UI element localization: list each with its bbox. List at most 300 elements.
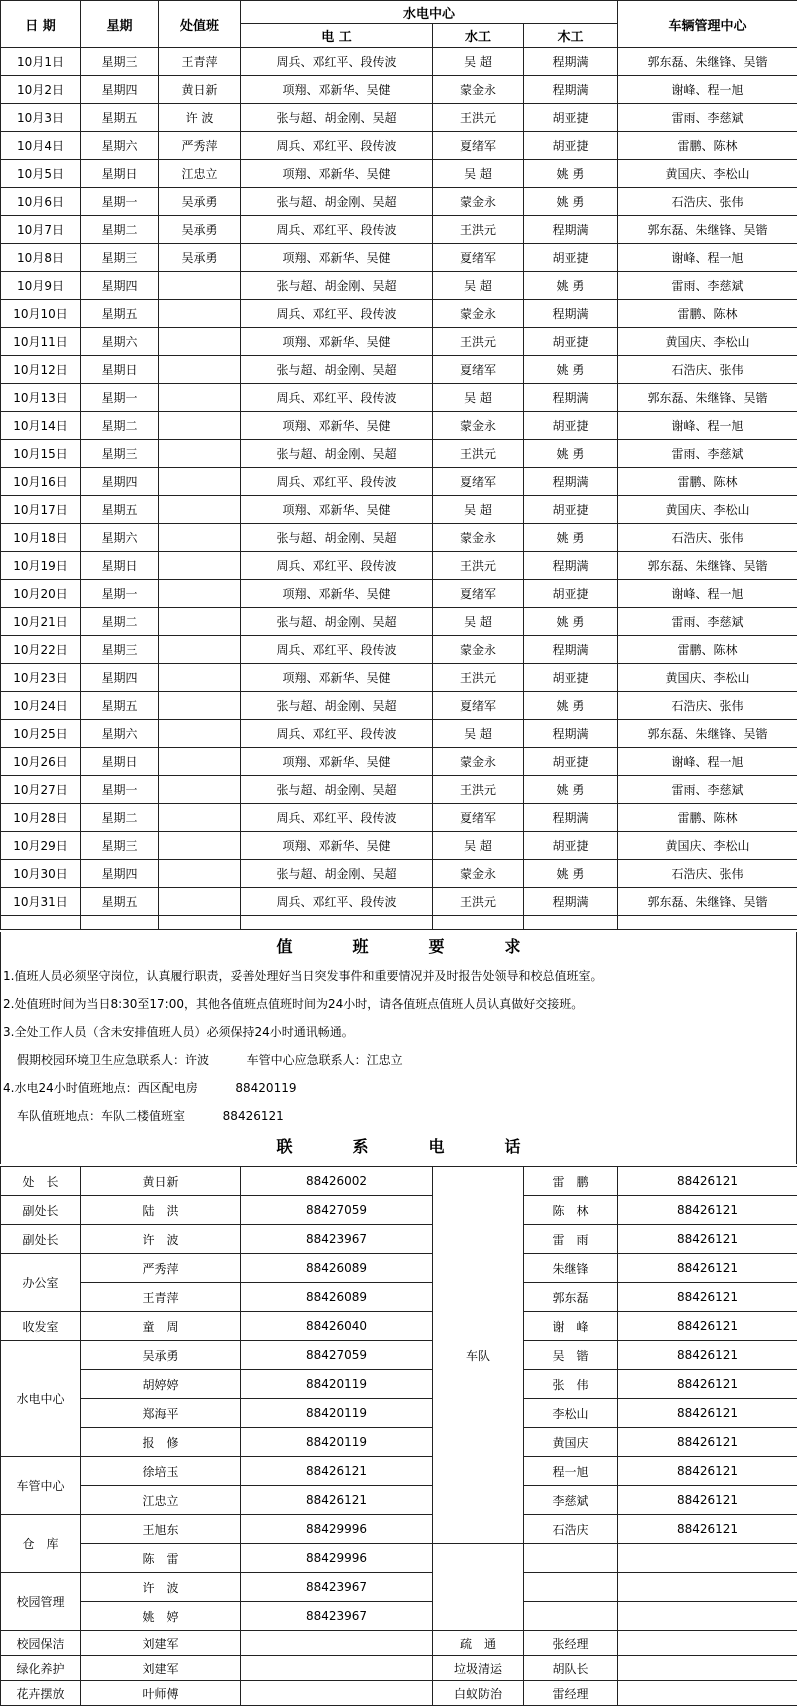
- schedule-plumber: 蒙金永: [433, 188, 524, 216]
- contact-department: 副处长: [1, 1196, 81, 1225]
- schedule-carpenter: 姚 勇: [524, 776, 618, 804]
- schedule-carpenter: 姚 勇: [524, 440, 618, 468]
- schedule-date: 10月7日: [1, 216, 81, 244]
- contact-row: [1, 1428, 797, 1457]
- schedule-plumber: 夏绪军: [433, 468, 524, 496]
- schedule-row: [1, 188, 797, 216]
- contact-row: [1, 1225, 797, 1254]
- schedule-carpenter: 程期满: [524, 216, 618, 244]
- team-duty-phone: 88426121: [222, 1109, 284, 1123]
- schedule-date: 10月12日: [1, 356, 81, 384]
- schedule-vehicle-staff: 黄国庆、李松山: [618, 496, 797, 524]
- contact-name: 陆 洪: [81, 1196, 241, 1225]
- schedule-weekday: 星期三: [81, 48, 159, 76]
- schedule-electricians: 周兵、邓红平、段传波: [241, 720, 433, 748]
- schedule-carpenter: 胡亚捷: [524, 104, 618, 132]
- contact-name: 姚 婷: [81, 1602, 241, 1631]
- fleet-member-name: 郭东磊: [524, 1283, 618, 1312]
- schedule-office-duty: [159, 888, 241, 916]
- schedule-vehicle-staff: 雷雨、李慈斌: [618, 776, 797, 804]
- schedule-vehicle-staff: 郭东磊、朱继锋、吴锴: [618, 384, 797, 412]
- schedule-plumber: 王洪元: [433, 104, 524, 132]
- fleet-member-phone: 88426121: [618, 1486, 797, 1515]
- requirements-title: 值班要求: [276, 937, 581, 956]
- contact-row: [1, 1254, 797, 1283]
- schedule-date: 10月20日: [1, 580, 81, 608]
- schedule-electricians: 张与超、胡金刚、吴超: [241, 272, 433, 300]
- schedule-carpenter: 姚 勇: [524, 524, 618, 552]
- schedule-row: [1, 608, 797, 636]
- schedule-weekday: 星期五: [81, 496, 159, 524]
- schedule-electricians: 张与超、胡金刚、吴超: [241, 860, 433, 888]
- schedule-electricians: 项翔、邓新华、吴健: [241, 580, 433, 608]
- schedule-electricians: 张与超、胡金刚、吴超: [241, 440, 433, 468]
- contact-row: [1, 1544, 797, 1573]
- schedule-carpenter: 胡亚捷: [524, 244, 618, 272]
- fleet-member-name: 陈 林: [524, 1196, 618, 1225]
- vehicle-emergency-contact: 车管中心应急联系人：江忠立: [246, 1053, 403, 1067]
- blank-cell: [618, 1573, 797, 1602]
- schedule-electricians: 周兵、邓红平、段传波: [241, 552, 433, 580]
- service-task: 校园保洁: [1, 1631, 81, 1656]
- schedule-carpenter: 程期满: [524, 76, 618, 104]
- schedule-weekday: 星期四: [81, 468, 159, 496]
- schedule-weekday: 星期四: [81, 76, 159, 104]
- schedule-vehicle-staff: 谢峰、程一旭: [618, 580, 797, 608]
- blank-cell: [618, 1602, 797, 1631]
- schedule-office-duty: 王青萍: [159, 48, 241, 76]
- schedule-office-duty: [159, 440, 241, 468]
- schedule-date: 10月17日: [1, 496, 81, 524]
- schedule-carpenter: 姚 勇: [524, 160, 618, 188]
- schedule-carpenter: 胡亚捷: [524, 132, 618, 160]
- schedule-carpenter: 胡亚捷: [524, 832, 618, 860]
- contact-name: 许 波: [81, 1573, 241, 1602]
- contact-department: 收发室: [1, 1312, 81, 1341]
- schedule-weekday: 星期四: [81, 860, 159, 888]
- schedule-weekday: 星期一: [81, 580, 159, 608]
- contact-name: 江忠立: [81, 1486, 241, 1515]
- contact-department: 仓 库: [1, 1515, 81, 1573]
- schedule-date: 10月19日: [1, 552, 81, 580]
- schedule-plumber: 蒙金永: [433, 300, 524, 328]
- schedule-vehicle-staff: 郭东磊、朱继锋、吴锴: [618, 888, 797, 916]
- service-task: 垃圾清运: [433, 1656, 524, 1681]
- schedule-date: 10月13日: [1, 384, 81, 412]
- schedule-plumber: 夏绪军: [433, 692, 524, 720]
- contact-name: 王旭东: [81, 1515, 241, 1544]
- schedule-date: 10月8日: [1, 244, 81, 272]
- schedule-date: 10月23日: [1, 664, 81, 692]
- schedule-vehicle-staff: 石浩庆、张伟: [618, 860, 797, 888]
- schedule-plumber: 吴 超: [433, 720, 524, 748]
- schedule-vehicle-staff: 郭东磊、朱继锋、吴锴: [618, 216, 797, 244]
- service-person: 张经理: [524, 1631, 618, 1656]
- contact-row: [1, 1486, 797, 1515]
- schedule-weekday: 星期二: [81, 412, 159, 440]
- schedule-vehicle-staff: 谢峰、程一旭: [618, 748, 797, 776]
- schedule-electricians: 张与超、胡金刚、吴超: [241, 608, 433, 636]
- contact-row: [1, 1312, 797, 1341]
- header-electrician: 电 工: [241, 24, 433, 48]
- fleet-label: 车队: [433, 1167, 524, 1544]
- contact-phone: 88426121: [241, 1457, 433, 1486]
- schedule-carpenter: 程期满: [524, 804, 618, 832]
- schedule-vehicle-staff: 雷鹏、陈林: [618, 804, 797, 832]
- schedule-date: 10月6日: [1, 188, 81, 216]
- contact-phone: 88426089: [241, 1254, 433, 1283]
- schedule-weekday: 星期日: [81, 552, 159, 580]
- header-weekday: 星期: [81, 1, 159, 48]
- contact-name: 严秀萍: [81, 1254, 241, 1283]
- contact-phone: 88420119: [241, 1370, 433, 1399]
- fleet-member-name: 雷 雨: [524, 1225, 618, 1254]
- requirement-3: 3.全处工作人员（含未安排值班人员）必须保持24小时通讯畅通。: [3, 1025, 354, 1039]
- schedule-plumber: 夏绪军: [433, 132, 524, 160]
- schedule-row: [1, 244, 797, 272]
- schedule-row: [1, 664, 797, 692]
- schedule-carpenter: 姚 勇: [524, 692, 618, 720]
- schedule-row: [1, 804, 797, 832]
- schedule-vehicle-staff: 郭东磊、朱继锋、吴锴: [618, 552, 797, 580]
- schedule-weekday: 星期三: [81, 244, 159, 272]
- blank-cell: [618, 1681, 797, 1706]
- service-row: [1, 1631, 797, 1656]
- blank-cell: [618, 1656, 797, 1681]
- schedule-electricians: 周兵、邓红平、段传波: [241, 804, 433, 832]
- contact-name: 童 周: [81, 1312, 241, 1341]
- fleet-member-name: 李慈斌: [524, 1486, 618, 1515]
- contact-phone: 88420119: [241, 1399, 433, 1428]
- schedule-weekday: 星期三: [81, 832, 159, 860]
- team-duty-location: 车队值班地点：车队二楼值班室: [17, 1109, 186, 1123]
- schedule-office-duty: [159, 832, 241, 860]
- schedule-date: 10月18日: [1, 524, 81, 552]
- schedule-date: 10月4日: [1, 132, 81, 160]
- schedule-date: 10月31日: [1, 888, 81, 916]
- schedule-row: [1, 776, 797, 804]
- contact-phone: 88426089: [241, 1283, 433, 1312]
- schedule-row: [1, 216, 797, 244]
- schedule-office-duty: [159, 860, 241, 888]
- schedule-vehicle-staff: 雷鹏、陈林: [618, 468, 797, 496]
- schedule-plumber: 蒙金永: [433, 76, 524, 104]
- schedule-electricians: 周兵、邓红平、段传波: [241, 468, 433, 496]
- schedule-row: [1, 748, 797, 776]
- service-task: 白蚁防治: [433, 1681, 524, 1706]
- contact-phone: 88429996: [241, 1544, 433, 1573]
- schedule-office-duty: 严秀萍: [159, 132, 241, 160]
- schedule-carpenter: 胡亚捷: [524, 496, 618, 524]
- schedule-row: [1, 692, 797, 720]
- contact-name: 胡婷婷: [81, 1370, 241, 1399]
- blank-cell: [618, 1544, 797, 1573]
- schedule-date: 10月22日: [1, 636, 81, 664]
- schedule-plumber: 蒙金永: [433, 860, 524, 888]
- schedule-plumber: 蒙金永: [433, 636, 524, 664]
- schedule-date: 10月25日: [1, 720, 81, 748]
- schedule-weekday: 星期日: [81, 356, 159, 384]
- schedule-electricians: 张与超、胡金刚、吴超: [241, 188, 433, 216]
- schedule-weekday: 星期三: [81, 440, 159, 468]
- schedule-electricians: 周兵、邓红平、段传波: [241, 300, 433, 328]
- schedule-weekday: 星期六: [81, 720, 159, 748]
- fleet-member-name: 朱继锋: [524, 1254, 618, 1283]
- schedule-office-duty: 吴承勇: [159, 216, 241, 244]
- service-person: 雷经理: [524, 1681, 618, 1706]
- blank-cell: [524, 1602, 618, 1631]
- blank-cell: [81, 916, 159, 930]
- fleet-member-name: 程一旭: [524, 1457, 618, 1486]
- schedule-electricians: 张与超、胡金刚、吴超: [241, 524, 433, 552]
- requirement-2: 2.处值班时间为当日8:30至17:00，其他各值班点值班时间为24小时，请各值班点值班人员认真做好交接班。: [3, 997, 584, 1011]
- schedule-carpenter: 姚 勇: [524, 272, 618, 300]
- schedule-vehicle-staff: 黄国庆、李松山: [618, 160, 797, 188]
- service-contacts-table: [0, 1630, 797, 1706]
- schedule-vehicle-staff: 谢峰、程一旭: [618, 244, 797, 272]
- schedule-office-duty: [159, 804, 241, 832]
- header-date: 日 期: [1, 1, 81, 48]
- contact-name: 王青萍: [81, 1283, 241, 1312]
- schedule-date: 10月28日: [1, 804, 81, 832]
- schedule-carpenter: 程期满: [524, 888, 618, 916]
- fleet-member-phone: 88426121: [618, 1515, 797, 1544]
- schedule-plumber: 王洪元: [433, 328, 524, 356]
- schedule-plumber: 王洪元: [433, 552, 524, 580]
- schedule-weekday: 星期二: [81, 216, 159, 244]
- schedule-vehicle-staff: 石浩庆、张伟: [618, 692, 797, 720]
- schedule-row: [1, 552, 797, 580]
- requirement-4: [1, 1074, 796, 1102]
- duty-requirements: [0, 932, 797, 1164]
- schedule-office-duty: [159, 272, 241, 300]
- schedule-plumber: 蒙金永: [433, 524, 524, 552]
- schedule-electricians: 张与超、胡金刚、吴超: [241, 356, 433, 384]
- schedule-date: 10月16日: [1, 468, 81, 496]
- schedule-date: 10月24日: [1, 692, 81, 720]
- schedule-weekday: 星期六: [81, 132, 159, 160]
- service-task: 花卉摆放: [1, 1681, 81, 1706]
- schedule-vehicle-staff: 雷雨、李慈斌: [618, 104, 797, 132]
- schedule-row: [1, 524, 797, 552]
- blank-cell: [524, 1544, 618, 1573]
- schedule-plumber: 吴 超: [433, 608, 524, 636]
- schedule-date: 10月2日: [1, 76, 81, 104]
- contact-row: [1, 1573, 797, 1602]
- schedule-plumber: 夏绪军: [433, 356, 524, 384]
- fleet-member-phone: 88426121: [618, 1341, 797, 1370]
- schedule-office-duty: [159, 580, 241, 608]
- schedule-weekday: 星期五: [81, 692, 159, 720]
- header-hydro-center: 水电中心: [241, 1, 618, 24]
- schedule-plumber: 吴 超: [433, 832, 524, 860]
- contact-name: 黄日新: [81, 1167, 241, 1196]
- service-row: [1, 1656, 797, 1681]
- schedule-vehicle-staff: 雷雨、李慈斌: [618, 440, 797, 468]
- schedule-electricians: 项翔、邓新华、吴健: [241, 832, 433, 860]
- schedule-row: [1, 76, 797, 104]
- schedule-weekday: 星期日: [81, 160, 159, 188]
- contact-row: [1, 1457, 797, 1486]
- schedule-row: [1, 412, 797, 440]
- contact-phone: 88429996: [241, 1515, 433, 1544]
- contact-department: 车管中心: [1, 1457, 81, 1515]
- schedule-row: [1, 356, 797, 384]
- schedule-office-duty: [159, 608, 241, 636]
- schedule-carpenter: 程期满: [524, 300, 618, 328]
- schedule-office-duty: [159, 776, 241, 804]
- contact-phone: 88426040: [241, 1312, 433, 1341]
- schedule-office-duty: [159, 552, 241, 580]
- blank-cell: [524, 1573, 618, 1602]
- schedule-electricians: 周兵、邓红平、段传波: [241, 384, 433, 412]
- schedule-carpenter: 程期满: [524, 552, 618, 580]
- schedule-electricians: 项翔、邓新华、吴健: [241, 244, 433, 272]
- blank-cell: [241, 1631, 433, 1656]
- schedule-electricians: 周兵、邓红平、段传波: [241, 636, 433, 664]
- schedule-row: [1, 860, 797, 888]
- schedule-office-duty: 黄日新: [159, 76, 241, 104]
- schedule-carpenter: 胡亚捷: [524, 412, 618, 440]
- schedule-row: [1, 104, 797, 132]
- fleet-member-name: 雷 鹏: [524, 1167, 618, 1196]
- fleet-member-phone: 88426121: [618, 1312, 797, 1341]
- contact-department: 校园管理: [1, 1573, 81, 1631]
- schedule-plumber: 王洪元: [433, 888, 524, 916]
- fleet-member-phone: 88426121: [618, 1428, 797, 1457]
- schedule-weekday: 星期三: [81, 636, 159, 664]
- schedule-vehicle-staff: 黄国庆、李松山: [618, 328, 797, 356]
- fleet-member-name: 石浩庆: [524, 1515, 618, 1544]
- schedule-vehicle-staff: 雷鹏、陈林: [618, 636, 797, 664]
- contact-name: 徐培玉: [81, 1457, 241, 1486]
- schedule-electricians: 周兵、邓红平、段传波: [241, 216, 433, 244]
- schedule-row: [1, 496, 797, 524]
- schedule-row: [1, 720, 797, 748]
- contact-row: [1, 1341, 797, 1370]
- schedule-date: 10月30日: [1, 860, 81, 888]
- schedule-carpenter: 程期满: [524, 720, 618, 748]
- contact-department: 水电中心: [1, 1341, 81, 1457]
- schedule-electricians: 张与超、胡金刚、吴超: [241, 776, 433, 804]
- schedule-weekday: 星期二: [81, 804, 159, 832]
- schedule-weekday: 星期六: [81, 524, 159, 552]
- schedule-office-duty: [159, 720, 241, 748]
- blank-cell: [241, 1656, 433, 1681]
- contact-department: 处 长: [1, 1167, 81, 1196]
- schedule-row: [1, 300, 797, 328]
- contacts-title: 联系电话: [276, 1137, 581, 1156]
- schedule-office-duty: [159, 300, 241, 328]
- fleet-member-phone: 88426121: [618, 1225, 797, 1254]
- contact-row: [1, 1515, 797, 1544]
- service-person: 胡队长: [524, 1656, 618, 1681]
- schedule-office-duty: [159, 384, 241, 412]
- schedule-plumber: 吴 超: [433, 272, 524, 300]
- fleet-member-phone: 88426121: [618, 1167, 797, 1196]
- schedule-weekday: 星期二: [81, 608, 159, 636]
- fleet-member-phone: 88426121: [618, 1196, 797, 1225]
- schedule-office-duty: [159, 468, 241, 496]
- requirement-1: 1.值班人员必须坚守岗位，认真履行职责，妥善处理好当日突发事件和重要情况并及时报告处领导和校总值班室。: [3, 969, 603, 983]
- schedule-office-duty: [159, 496, 241, 524]
- service-person: 叶师傅: [81, 1681, 241, 1706]
- schedule-carpenter: 胡亚捷: [524, 328, 618, 356]
- schedule-office-duty: [159, 692, 241, 720]
- contact-row: [1, 1370, 797, 1399]
- schedule-carpenter: 姚 勇: [524, 188, 618, 216]
- blank-cell: [433, 916, 524, 930]
- schedule-date: 10月1日: [1, 48, 81, 76]
- schedule-row: [1, 384, 797, 412]
- schedule-row: [1, 272, 797, 300]
- header-carpenter: 木工: [524, 24, 618, 48]
- schedule-vehicle-staff: 雷雨、李慈斌: [618, 272, 797, 300]
- schedule-date: 10月26日: [1, 748, 81, 776]
- schedule-carpenter: 姚 勇: [524, 860, 618, 888]
- blank-cell: [618, 916, 797, 930]
- schedule-carpenter: 程期满: [524, 384, 618, 412]
- schedule-weekday: 星期日: [81, 748, 159, 776]
- schedule-date: 10月5日: [1, 160, 81, 188]
- schedule-office-duty: [159, 524, 241, 552]
- schedule-office-duty: 吴承勇: [159, 188, 241, 216]
- schedule-vehicle-staff: 郭东磊、朱继锋、吴锴: [618, 720, 797, 748]
- contact-row: [1, 1399, 797, 1428]
- service-task: 绿化养护: [1, 1656, 81, 1681]
- schedule-plumber: 蒙金永: [433, 748, 524, 776]
- schedule-weekday: 星期一: [81, 384, 159, 412]
- schedule-plumber: 吴 超: [433, 48, 524, 76]
- header-vehicle-center: 车辆管理中心: [618, 1, 797, 48]
- schedule-plumber: 吴 超: [433, 384, 524, 412]
- schedule-electricians: 周兵、邓红平、段传波: [241, 888, 433, 916]
- contact-row: [1, 1602, 797, 1631]
- service-person: 刘建军: [81, 1631, 241, 1656]
- service-task: 疏 通: [433, 1631, 524, 1656]
- schedule-vehicle-staff: 雷鹏、陈林: [618, 132, 797, 160]
- schedule-weekday: 星期六: [81, 328, 159, 356]
- fleet-member-name: 谢 峰: [524, 1312, 618, 1341]
- contact-row: [1, 1283, 797, 1312]
- schedule-vehicle-staff: 石浩庆、张伟: [618, 356, 797, 384]
- schedule-carpenter: 胡亚捷: [524, 664, 618, 692]
- schedule-vehicle-staff: 雷雨、李慈斌: [618, 608, 797, 636]
- schedule-vehicle-staff: 黄国庆、李松山: [618, 664, 797, 692]
- contact-phone: 88420119: [241, 1428, 433, 1457]
- schedule-electricians: 周兵、邓红平、段传波: [241, 48, 433, 76]
- schedule-vehicle-staff: 雷鹏、陈林: [618, 300, 797, 328]
- blank-cell: [618, 1631, 797, 1656]
- schedule-vehicle-staff: 石浩庆、张伟: [618, 188, 797, 216]
- contact-phone: 88423967: [241, 1225, 433, 1254]
- contact-phone: 88426121: [241, 1486, 433, 1515]
- schedule-carpenter: 姚 勇: [524, 608, 618, 636]
- service-row: [1, 1681, 797, 1706]
- schedule-office-duty: [159, 356, 241, 384]
- header-plumber: 水工: [433, 24, 524, 48]
- schedule-row: [1, 636, 797, 664]
- contact-name: 报 修: [81, 1428, 241, 1457]
- contact-department: 副处长: [1, 1225, 81, 1254]
- contact-phone: 88427059: [241, 1341, 433, 1370]
- contact-phone: 88423967: [241, 1573, 433, 1602]
- schedule-plumber: 夏绪军: [433, 244, 524, 272]
- blank-cell: [241, 1681, 433, 1706]
- fleet-member-name: 吴 锴: [524, 1341, 618, 1370]
- schedule-office-duty: [159, 636, 241, 664]
- schedule-weekday: 星期一: [81, 188, 159, 216]
